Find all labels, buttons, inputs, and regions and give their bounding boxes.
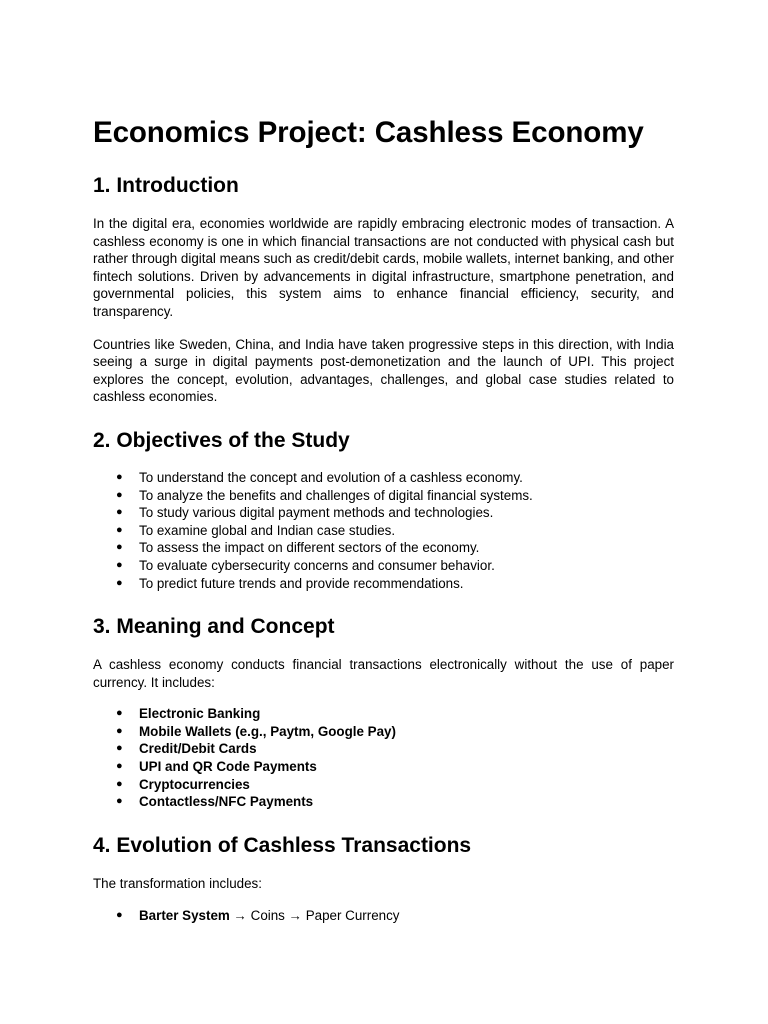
list-item-text: Mobile Wallets (e.g., Paytm, Google Pay) bbox=[139, 723, 396, 739]
evolution-intro-paragraph: The transformation includes: bbox=[93, 875, 262, 891]
bullet-icon: ● bbox=[116, 795, 123, 808]
section-heading-objectives: 2. Objectives of the Study bbox=[93, 428, 350, 452]
list-item bbox=[93, 907, 674, 925]
bullet-icon: ● bbox=[116, 506, 123, 519]
bullet-icon: ● bbox=[116, 909, 123, 922]
bullet-icon: ● bbox=[116, 777, 123, 790]
list-item-text: To examine global and Indian case studies. bbox=[139, 522, 396, 538]
bullet-icon: ● bbox=[116, 576, 123, 589]
introduction-paragraph-2: Countries like Sweden, China, and India have taken progressive steps in this direction, with India seeing a surge in digital payments post-demonetization and the launch of UPI. This project explores the concept, evolution, advantages, challenges, and global case studies related to cashless economies. bbox=[93, 336, 674, 405]
document-page bbox=[93, 115, 674, 925]
list-item-text: Credit/Debit Cards bbox=[139, 741, 257, 757]
list-item bbox=[93, 557, 674, 575]
list-item-text: To analyze the benefits and challenges of digital financial systems. bbox=[139, 487, 533, 503]
bullet-icon: ● bbox=[116, 470, 123, 483]
bullet-icon: ● bbox=[116, 742, 123, 755]
list-item bbox=[93, 575, 674, 593]
list-item bbox=[93, 740, 674, 758]
list-item bbox=[93, 793, 674, 811]
list-item-text: Contactless/NFC Payments bbox=[139, 794, 314, 810]
list-item bbox=[93, 705, 674, 723]
introduction-paragraph-1: In the digital era, economies worldwide are rapidly embracing electronic modes of transaction. A cashless economy is one in which financial transactions are not conducted with physical cash but rather through digital means such as credit/debit cards, mobile wallets, internet banking, and other fintech solutions. Driven by advancements in digital infrastructure, smartphone penetration, and governmental policies, this system aims to enhance financial efficiency, security, and transparency. bbox=[93, 216, 674, 319]
meaning-intro-paragraph: A cashless economy conducts financial transactions electronically without the use of paper currency. It includes: bbox=[93, 657, 674, 690]
bullet-icon: ● bbox=[116, 523, 123, 536]
list-item-text: To evaluate cybersecurity concerns and consumer behavior. bbox=[139, 557, 495, 573]
section-heading-evolution: 4. Evolution of Cashless Transactions bbox=[93, 833, 472, 857]
section-heading-introduction: 1. Introduction bbox=[93, 174, 239, 197]
list-item-text: → Coins → Paper Currency bbox=[229, 908, 400, 924]
bullet-icon: ● bbox=[116, 707, 123, 720]
list-item-text: Electronic Banking bbox=[139, 706, 261, 722]
list-item bbox=[93, 522, 674, 540]
evolution-list bbox=[93, 907, 674, 925]
list-item bbox=[93, 758, 674, 776]
document-title: Economics Project: Cashless Economy bbox=[93, 116, 644, 149]
meaning-list bbox=[93, 705, 674, 811]
bullet-icon: ● bbox=[116, 488, 123, 501]
list-item-text: To predict future trends and provide recommendations. bbox=[139, 575, 464, 591]
list-item-text: Cryptocurrencies bbox=[139, 776, 250, 792]
bullet-icon: ● bbox=[116, 724, 123, 737]
section-heading-meaning: 3. Meaning and Concept bbox=[93, 615, 335, 639]
list-item-text: To assess the impact on different sectors of the economy. bbox=[139, 540, 480, 556]
list-item-text: To understand the concept and evolution of a cashless economy. bbox=[139, 469, 523, 485]
list-item bbox=[93, 469, 674, 487]
list-item bbox=[93, 723, 674, 741]
list-item bbox=[93, 487, 674, 505]
list-item-text: To study various digital payment methods and technologies. bbox=[139, 505, 494, 521]
bullet-icon: ● bbox=[116, 541, 123, 554]
objectives-list bbox=[93, 469, 674, 592]
list-item bbox=[93, 776, 674, 794]
list-item-text: UPI and QR Code Payments bbox=[139, 759, 317, 775]
list-item-bold-text: Barter System bbox=[139, 908, 230, 924]
list-item bbox=[93, 539, 674, 557]
list-item bbox=[93, 504, 674, 522]
bullet-icon: ● bbox=[116, 760, 123, 773]
bullet-icon: ● bbox=[116, 558, 123, 571]
